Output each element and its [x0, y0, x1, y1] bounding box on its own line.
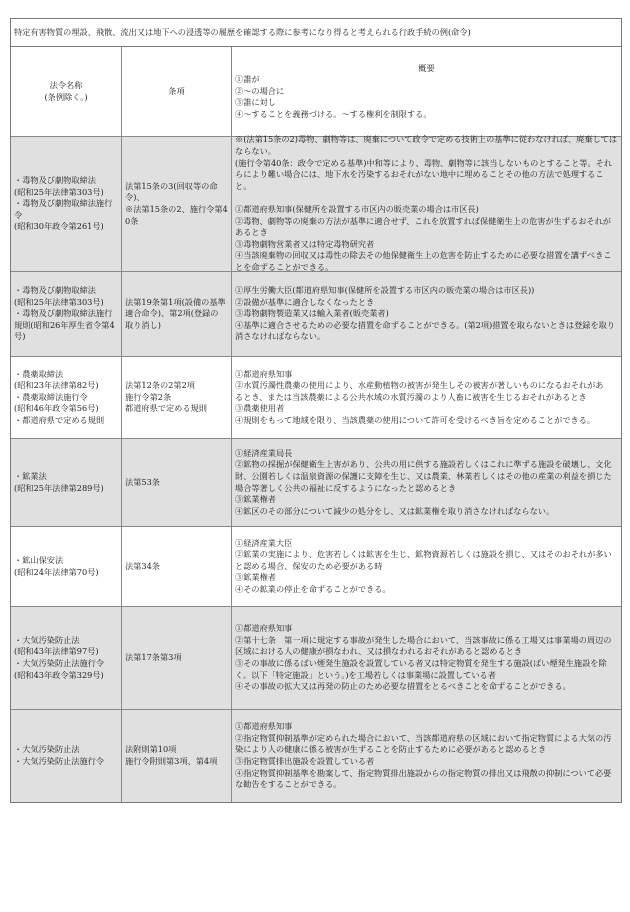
- clause-line: 都道府県で定める規則: [125, 403, 207, 414]
- header-row: [11, 47, 621, 137]
- clause-cell: [122, 357, 232, 438]
- summary-line: 染により人の健康に係る被害が生ずることを防止するために必要があると認めるとき: [235, 744, 547, 755]
- table-row: [11, 272, 621, 357]
- summary-line: (施行令第40条：政令で定める基準)中和等により、毒物、劇物等に該当しないものとすること等。それ: [235, 157, 613, 168]
- clause-line: 法第53条: [125, 476, 160, 487]
- law-line: (昭和43年政令第329号): [14, 669, 104, 680]
- law-name-cell: [11, 527, 122, 606]
- law-line: (昭和46年政令第56号): [14, 403, 99, 414]
- law-name-cell: [11, 137, 122, 271]
- clause-cell: [122, 272, 232, 356]
- law-line: ・毒物及び劇物取締法施行: [14, 198, 113, 209]
- summary-line: ②毒物、劇物等の廃棄の方法が基準に適合せず、これを放置すれば保健衛生上の危害が生ずるおそれが: [235, 215, 611, 226]
- law-name-cell: [11, 607, 122, 709]
- summary-line: ③鉱業権者: [235, 572, 276, 583]
- summary-line: ①厚生労働大臣(都道府県知事(保健所を設置する市区内の販売業の場合は市区長)): [235, 285, 535, 296]
- header-clause: [122, 47, 232, 136]
- header-law-line: 法令名称: [49, 79, 83, 90]
- header-law-line: (条例除く。): [44, 91, 88, 102]
- table-row: [11, 710, 621, 802]
- table-row: [11, 439, 621, 527]
- summary-line: 消さなければならない。: [235, 331, 326, 342]
- summary-line: ③毒物劇物営業者又は特定毒物研究者: [235, 238, 375, 249]
- law-line: (昭和43年法律第97号): [14, 646, 99, 657]
- law-line: 規則(昭和26年厚生省令第4: [14, 319, 115, 330]
- summary-line: ②鉱業の実施により、危害若しくは鉱害を生じ、鉱物資源若しくは施設を損じ、又はそのおそれが多い: [235, 549, 612, 560]
- clause-line: ※法第15条の2、施行令第4: [125, 204, 228, 214]
- summary-line: らにより難い場合には、地下水を汚染するおそれがない地中に埋めることその他の方法で処理するこ: [235, 169, 604, 180]
- summary-line: ※(法第15条の2)毒物、劇物等は、廃棄について政令で定める技術上の基準に従わなければ、廃棄しては: [235, 134, 618, 145]
- law-line: (昭和25年法律第289号): [14, 482, 104, 493]
- law-line: 令: [14, 209, 23, 220]
- summary-line: ①経済産業大臣: [235, 537, 293, 548]
- law-line: ・大気汚染防止法施行令: [14, 756, 105, 766]
- law-line: ・都道府県で定める規則: [14, 414, 105, 425]
- header-summary-line: ①誰が: [235, 74, 260, 85]
- summary-line: ①経済産業局長: [235, 447, 293, 458]
- summary-line: ③指定物質排出施設を設置している者: [235, 756, 375, 766]
- law-line: ・鉱山保安法: [14, 554, 64, 565]
- clause-cell: [122, 527, 232, 606]
- clause-line: 令)、: [125, 192, 145, 203]
- table-body: [11, 134, 621, 802]
- summary-line: ②鉱物の採掘が保健衛生上害があり、公共の用に供する施設若しくはこれに準ずる施設を破壊し、文化: [235, 459, 612, 470]
- clause-line: 取り消し): [125, 319, 161, 330]
- table-row: [11, 607, 621, 710]
- table-row: [11, 134, 621, 272]
- clause-line: 0条: [125, 215, 139, 226]
- summary-line: ①都道府県知事: [235, 623, 293, 634]
- law-name-cell: [11, 439, 122, 526]
- law-line: ・農薬取締法施行令: [14, 391, 88, 402]
- summary-line: ②指定物質抑制基準が定められた場合において、当該都道府県の区域において指定物質による大気の汚: [235, 732, 612, 743]
- law-line: ・大気汚染防止法施行令: [14, 658, 105, 668]
- summary-line: るとき、または当該農薬による公共水域の水質汚濁のより人畜に被害を生じるおそれがあるとき: [235, 391, 587, 402]
- summary-line: ④指定物質抑制基準を勘案して、指定物質排出施設からの指定物質の排出又は飛散の抑制について必要: [235, 767, 612, 778]
- header-clause-line: 条項: [168, 85, 185, 96]
- summary-line: 場合等著しく公共の福祉に反するようになったと認めるとき: [235, 482, 457, 493]
- summary-line: ①都道府県知事: [235, 368, 293, 379]
- summary-cell: [232, 710, 621, 802]
- clause-line: 法第34条: [125, 560, 160, 571]
- header-law-name: [11, 47, 122, 136]
- clause-line: 法第19条第1項(設備の基準: [125, 296, 226, 307]
- summary-line: あるとき: [235, 227, 268, 238]
- law-line: ・毒物及び劇物取締法施行: [14, 308, 113, 319]
- header-summary: [232, 47, 621, 136]
- clause-line: 法第15条の3(回収等の命: [125, 180, 218, 191]
- header-summary-title: 概要: [418, 62, 435, 73]
- summary-line: ①都道府県知事: [235, 721, 293, 732]
- clause-line: 施行令附則第3項、第4項: [125, 756, 218, 766]
- summary-cell: [232, 134, 621, 272]
- summary-line: ④その鉱業の停止を命ずることができる。: [235, 583, 391, 594]
- clause-cell: [122, 607, 232, 709]
- clause-line: 適合命令)、第2項(登録の: [125, 308, 219, 319]
- table-row: [11, 527, 621, 607]
- summary-line: ②水質汚濁性農薬の使用により、水産動植物の被害が発生しその被害が著しいものになるおそれがあ: [235, 380, 604, 391]
- law-name-cell: [11, 272, 122, 356]
- administrative-procedures-table: [10, 18, 622, 803]
- summary-cell: [232, 527, 621, 606]
- summary-cell: [232, 439, 621, 526]
- summary-line: ④その事故の拡大又は再発の防止のため必要な措置をとるべきことを命ずることができる。: [235, 681, 571, 692]
- summary-line: と認める場合、保安のため必要がある時: [235, 560, 383, 571]
- law-line: ・大気汚染防止法: [14, 634, 80, 645]
- law-line: (昭和24年法律第70号): [14, 566, 99, 577]
- clause-line: 法第17条第3項: [125, 652, 182, 663]
- law-line: (昭和25年法律第303号): [14, 186, 104, 197]
- summary-line: ③その事故に係るばい煙発生施設を設置している者又は特定物質を発生する施設(ばい煙発生施設を除: [235, 658, 607, 668]
- summary-line: ならない。: [235, 146, 276, 157]
- summary-line: ②第十七条 第一項に規定する事故が発生した場合において、当該事故に係る工場又は事業場の周辺の: [235, 634, 612, 645]
- summary-line: ④鉱区のその部分について減少の処分をし、又は鉱業権を取り消さなければならない。: [235, 505, 555, 516]
- law-line: ・鉱業法: [14, 470, 47, 481]
- law-line: ・農薬取締法: [14, 368, 64, 379]
- table-row: [11, 357, 621, 439]
- clause-line: 施行令第2条: [125, 391, 172, 402]
- law-line: (昭和25年法律第303号): [14, 296, 104, 307]
- clause-cell: [122, 710, 232, 802]
- summary-line: ③農薬使用者: [235, 403, 285, 414]
- clause-line: 法第12条の2第2項: [125, 380, 195, 391]
- clause-line: 法附則第10項: [125, 744, 177, 755]
- clause-cell: [122, 137, 232, 271]
- summary-line: 区域における人の健康が損なわれ、又は損なわれるおそれがあると認めるとき: [235, 646, 523, 657]
- law-line: (昭和23年法律第82号): [14, 380, 99, 391]
- header-summary-line: ③誰に対し: [235, 97, 276, 108]
- law-name-cell: [11, 357, 122, 438]
- law-line: ・毒物及び劇物取締法: [14, 285, 96, 296]
- header-summary-line: ④～することを義務づける。～する権利を制限する。: [235, 108, 432, 119]
- law-line: (昭和30年政令第261号): [14, 221, 104, 232]
- summary-line: ③毒物劇物製造業又は輸入業者(販売業者): [235, 308, 389, 319]
- summary-cell: [232, 272, 621, 356]
- summary-cell: [232, 607, 621, 709]
- summary-line: 財、公園若しくは温泉資源の保護に支障を生じ、又は農業、林業若しくはその他の産業の利益を損じた: [235, 470, 612, 481]
- summary-line: ④規則をもって地域を限り、当該農薬の使用について許可を受けるべき旨を定めることができる。: [235, 414, 596, 425]
- law-line: ・大気汚染防止法: [14, 744, 80, 755]
- summary-line: な勧告をすることができる。: [235, 779, 342, 790]
- law-name-cell: [11, 710, 122, 802]
- summary-line: と。: [235, 180, 252, 191]
- summary-line: ④当該廃棄物の回収又は毒性の除去その他保健衛生上の危害を防止するために必要な措置を講ずべきこ: [235, 250, 612, 261]
- law-line: ・毒物及び劇物取締法: [14, 175, 96, 186]
- summary-line: ②設備が基準に適合しなくなったとき: [235, 296, 375, 307]
- summary-line: ④基準に適合させるための必要な措置を命ずることができる。(第2項)措置を取らないときは登録を取り: [235, 319, 616, 330]
- header-summary-line: ②～の場合に: [235, 85, 285, 96]
- summary-line: [235, 192, 618, 204]
- summary-line: ③鉱業権者: [235, 494, 276, 505]
- law-line: 号): [14, 331, 26, 342]
- clause-cell: [122, 439, 232, 526]
- summary-line: とを命ずることができる。: [235, 261, 334, 272]
- table-title: 特定有害物質の埋設、飛散、流出又は地下への浸透等の履歴を確認する際に参考になり得ると考えられる行政手続の例(命令): [11, 19, 621, 47]
- summary-line: く。以下「特定施設」という。)を工場若しくは事業場に設置している者: [235, 669, 496, 680]
- summary-line: ①都道府県知事(保健所を設置する市区内の販売業の場合は市区長): [235, 204, 479, 214]
- summary-cell: [232, 357, 621, 438]
